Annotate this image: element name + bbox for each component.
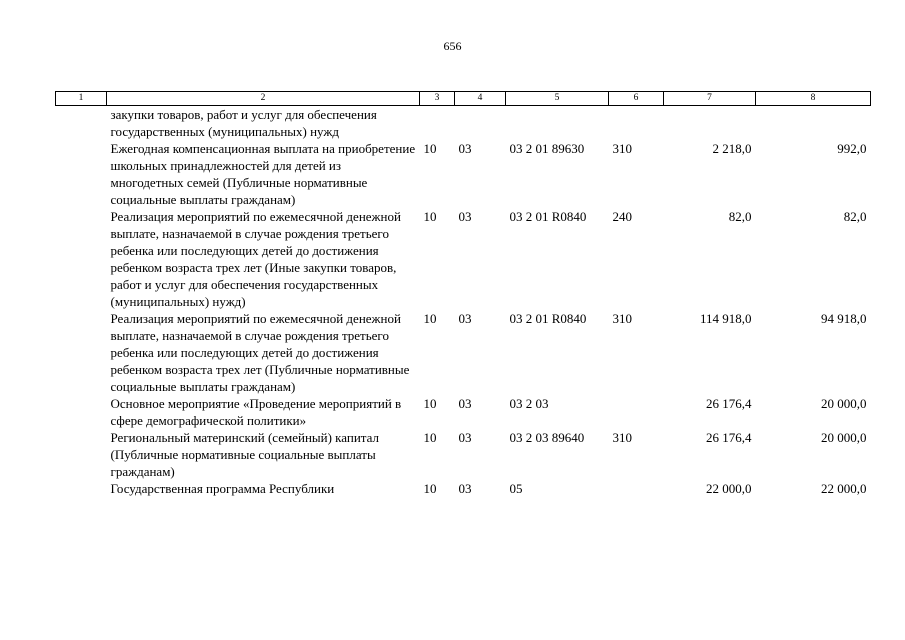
- amount-year1-cell: 26 176,4: [706, 430, 752, 445]
- subsection-code-cell: [455, 106, 506, 141]
- column-header: 1: [56, 92, 107, 106]
- row-number-cell: [56, 395, 107, 429]
- amount-year2-cell: 20 000,0: [821, 430, 867, 445]
- section-code-cell: 10: [423, 430, 437, 445]
- table-row: [56, 429, 871, 480]
- subsection-code-cell: 03: [458, 481, 472, 496]
- table-row: [56, 310, 871, 395]
- amount-year2-cell: 22 000,0: [821, 481, 867, 496]
- expense-type-cell: 310: [612, 430, 632, 445]
- amount-year2-cell: 94 918,0: [821, 311, 867, 326]
- subsection-code-cell: 03: [458, 141, 472, 156]
- amount-year1-cell: 114 918,0: [699, 311, 752, 326]
- subsection-code-cell: 03: [458, 209, 472, 224]
- table-row: [56, 480, 871, 497]
- target-item-cell: [506, 106, 609, 141]
- expense-type-cell: [609, 480, 664, 497]
- amount-year1-cell: 26 176,4: [706, 396, 752, 411]
- amount-year1-cell: 22 000,0: [706, 481, 752, 496]
- section-code-cell: 10: [423, 311, 437, 326]
- section-code-cell: 10: [423, 481, 437, 496]
- target-item-cell: 03 2 03 89640: [509, 430, 585, 445]
- subsection-code-cell: 03: [458, 396, 472, 411]
- amount-year1-cell: 2 218,0: [712, 141, 752, 156]
- description-cell: Реализация мероприятий по ежемесячной денежной выплате, назначаемой в случае рождения третьего ребенка или последующих детей до достижения ребенком возраста трех лет (Иные закупки товаров, работ и услуг для обеспечения государственных (муниципальных) нужд): [110, 209, 401, 309]
- description-cell: закупки товаров, работ и услуг для обеспечения государственных (муниципальных) нужд: [110, 107, 377, 139]
- description-cell: Государственная программа Республики: [110, 481, 335, 496]
- column-header: 2: [107, 92, 420, 106]
- subsection-code-cell: 03: [458, 430, 472, 445]
- column-number-header-row: [56, 92, 871, 106]
- expense-type-cell: [609, 106, 664, 141]
- description-cell: Основное мероприятие «Проведение мероприятий в сфере демографической политики»: [110, 396, 402, 428]
- expense-type-cell: [609, 395, 664, 429]
- amount-year1-cell: [664, 106, 756, 141]
- description-cell: Региональный материнский (семейный) капитал (Публичные нормативные социальные выплаты гражданам): [110, 430, 380, 479]
- target-item-cell: 03 2 01 R0840: [509, 209, 587, 224]
- column-header: 8: [756, 92, 871, 106]
- column-header: 6: [609, 92, 664, 106]
- column-header: 3: [420, 92, 455, 106]
- expense-type-cell: 310: [612, 141, 632, 156]
- amount-year2-cell: 20 000,0: [821, 396, 867, 411]
- row-number-cell: [56, 106, 107, 141]
- column-header: 4: [455, 92, 506, 106]
- section-code-cell: 10: [423, 141, 437, 156]
- target-item-cell: 03 2 01 89630: [509, 141, 585, 156]
- subsection-code-cell: 03: [458, 311, 472, 326]
- description-cell: Ежегодная компенсационная выплата на приобретение школьных принадлежностей для детей из многодетных семей (Публичные нормативные социальные выплаты гражданам): [110, 141, 416, 207]
- row-number-cell: [56, 429, 107, 480]
- section-code-cell: 10: [423, 396, 437, 411]
- row-number-cell: [56, 140, 107, 208]
- description-cell: Реализация мероприятий по ежемесячной денежной выплате, назначаемой в случае рождения третьего ребенка или последующих детей до достижения ребенком возраста трех лет (Публичные нормативные социальные выплаты гражданам): [110, 311, 410, 394]
- table-row: [56, 140, 871, 208]
- column-header: 5: [506, 92, 609, 106]
- column-header: 7: [664, 92, 756, 106]
- table-row: [56, 106, 871, 141]
- expense-type-cell: 310: [612, 311, 632, 326]
- expense-type-cell: 240: [612, 209, 632, 224]
- page-number: 656: [443, 39, 462, 53]
- section-code-cell: [420, 106, 455, 141]
- target-item-cell: 03 2 03: [509, 396, 549, 411]
- table-row: [56, 208, 871, 310]
- table-row: [56, 395, 871, 429]
- row-number-cell: [56, 208, 107, 310]
- amount-year2-cell: 992,0: [837, 141, 867, 156]
- amount-year1-cell: 82,0: [728, 209, 752, 224]
- section-code-cell: 10: [423, 209, 437, 224]
- target-item-cell: 03 2 01 R0840: [509, 311, 587, 326]
- row-number-cell: [56, 310, 107, 395]
- budget-table: [55, 91, 871, 497]
- amount-year2-cell: 82,0: [843, 209, 867, 224]
- target-item-cell: 05: [509, 481, 523, 496]
- row-number-cell: [56, 480, 107, 497]
- amount-year2-cell: [756, 106, 871, 141]
